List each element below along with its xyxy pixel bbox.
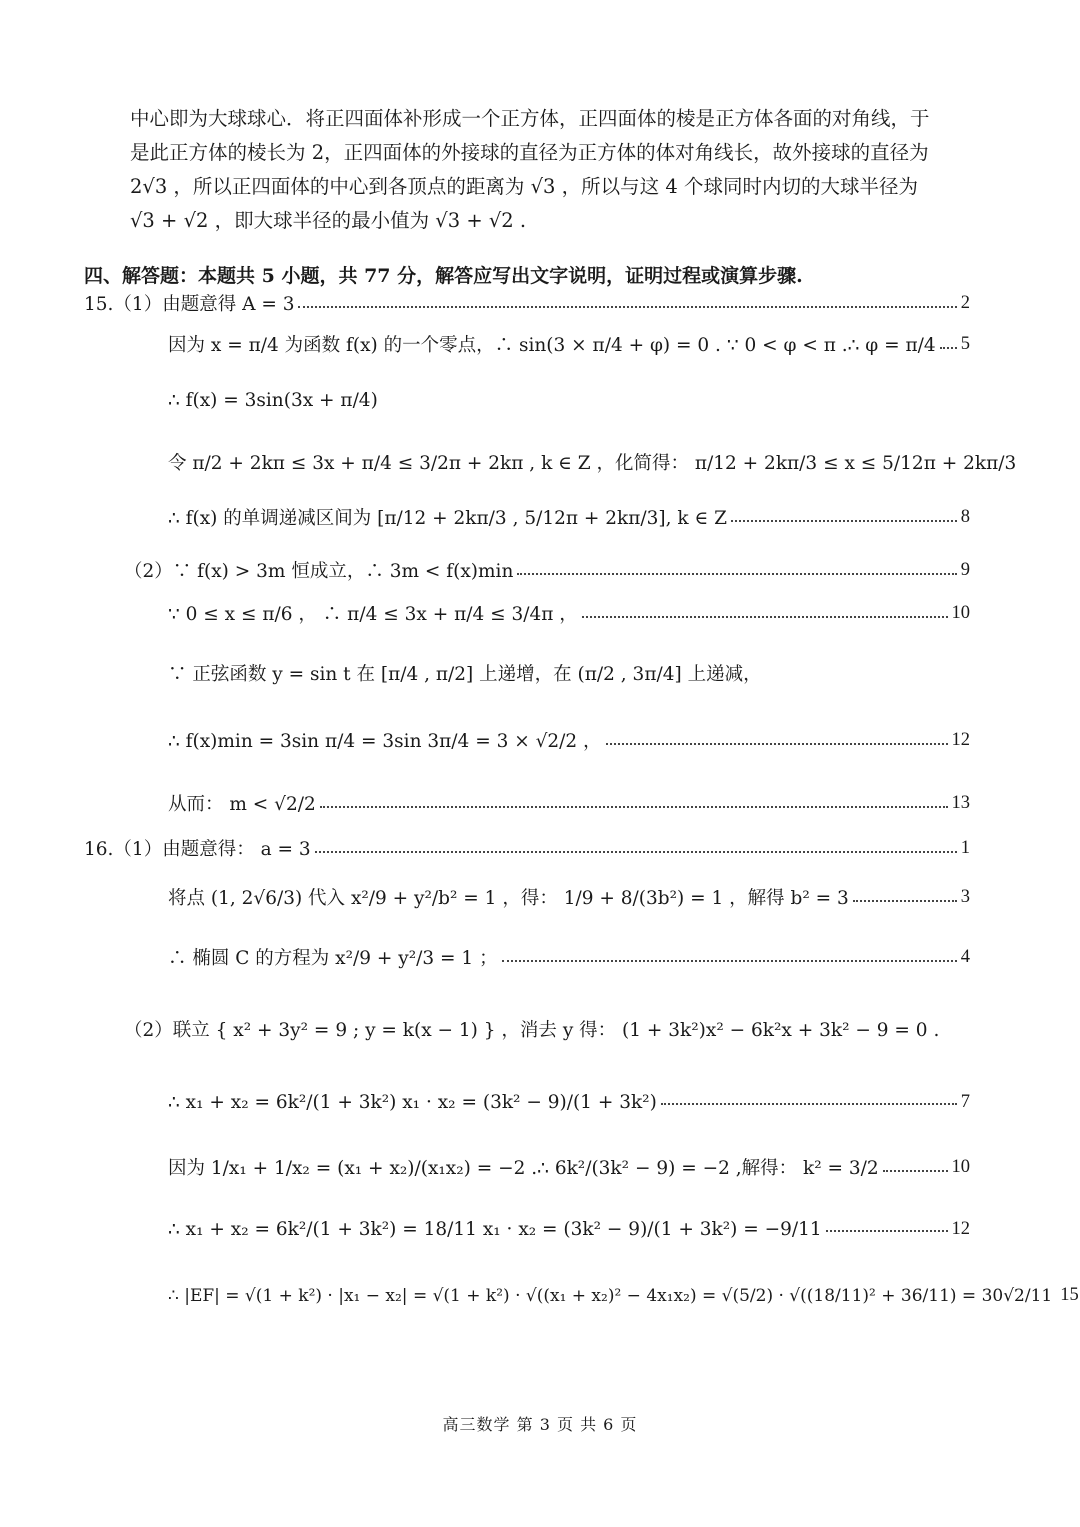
dot-leader: [315, 850, 957, 853]
line-points: 5: [960, 333, 970, 354]
dot-leader: [661, 1102, 957, 1105]
solution-line: [168, 727, 970, 753]
line-points: 10: [951, 602, 970, 623]
line-text: ∴ f(x) = 3sin(3x + π/4): [168, 390, 378, 411]
solution-line: [124, 1016, 939, 1042]
solution-line: [168, 790, 970, 816]
dot-leader: [826, 1229, 948, 1232]
solution-line: [168, 1219, 970, 1240]
dot-leader: [582, 615, 948, 618]
line-text: 15.（1）由题意得 A = 3: [84, 294, 295, 315]
intro-line: √3 + √2 ，即大球半径的最小值为 √3 + √2 .: [130, 209, 527, 232]
line-points: 12: [951, 729, 970, 750]
line-text: （2）∵ f(x) > 3m 恒成立，∴ 3m < f(x)min: [124, 561, 514, 582]
line-points: 7: [960, 1092, 970, 1112]
line-points: 8: [960, 506, 970, 527]
line-text: ∴ |EF| = √(1 + k²) · |x₁ − x₂| = √(1 + k²) · √((x₁ + x₂)² − 4x₁x₂) = √(5/2) · √((18/11)² + 36/11) = 30√2/11: [168, 1285, 1053, 1306]
line-points: 2: [960, 292, 970, 313]
section-title: 四、解答题：本题共 5 小题，共 77 分，解答应写出文字说明，证明过程或演算步骤.: [84, 265, 803, 287]
line-points: 13: [951, 792, 970, 813]
solution-line: [168, 331, 970, 357]
dot-leader: [853, 899, 957, 902]
dot-leader: [502, 959, 957, 962]
line-points: 4: [960, 946, 970, 967]
intro-line: 2√3 ，所以正四面体的中心到各顶点的距离为 √3 ，所以与这 4 个球同时内切的大球半径为: [130, 175, 918, 198]
line-text: （2）联立 { x² + 3y² = 9 ; y = k(x − 1) } ，消去 y 得： (1 + 3k²)x² − 6k²x + 3k² − 9 = 0 .: [124, 1020, 940, 1041]
line-text: 从而： m < √2/2: [168, 794, 316, 815]
line-points: 12: [951, 1219, 970, 1239]
line-text: 16.（1）由题意得： a = 3: [84, 839, 311, 860]
line-text: ∵ 0 ≤ x ≤ π/6 ， ∴ π/4 ≤ 3x + π/4 ≤ 3/4π ，: [168, 604, 578, 625]
line-points: 15: [1060, 1285, 1079, 1305]
solution-line: [168, 390, 378, 411]
line-points: 10: [951, 1156, 970, 1177]
line-text: ∴ f(x) 的单调递减区间为 [π/12 + 2kπ/3 , 5/12π + 2kπ/3], k ∈ Z: [168, 508, 727, 529]
solution-line: [168, 1154, 970, 1180]
dot-leader: [320, 805, 948, 808]
line-text: 因为 1/x₁ + 1/x₂ = (x₁ + x₂)/(x₁x₂) = −2 .∴ 6k²/(3k² − 9) = −2 ,解得： k² = 3/2: [168, 1158, 879, 1179]
line-points: 3: [960, 886, 970, 907]
solution-line: [168, 884, 970, 910]
line-text: ∴ 椭圆 C 的方程为 x²/9 + y²/3 = 1 ；: [168, 948, 498, 969]
line-text: 将点 (1, 2√6/3) 代入 x²/9 + y²/b² = 1 ，得： 1/9 + 8/(3b²) = 1 ，解得 b² = 3: [168, 888, 849, 909]
page-footer: 高三数学 第 3 页 共 6 页: [442, 1415, 638, 1434]
solution-line: [168, 449, 1016, 475]
solution-line: [168, 600, 970, 626]
dot-leader: [883, 1169, 948, 1172]
intro-paragraph: [130, 102, 1000, 238]
line-points: 1: [960, 837, 970, 858]
line-text: ∴ x₁ + x₂ = 6k²/(1 + 3k²) x₁ · x₂ = (3k² − 9)/(1 + 3k²): [168, 1092, 657, 1113]
line-text: 因为 x = π/4 为函数 f(x) 的一个零点，∴ sin(3 × π/4 + φ) = 0 . ∵ 0 < φ < π .∴ φ = π/4: [168, 335, 936, 356]
line-text: ∴ f(x)min = 3sin π/4 = 3sin 3π/4 = 3 × √2/2 ，: [168, 731, 602, 752]
solution-line: [168, 1092, 970, 1113]
line-points: 9: [960, 559, 970, 580]
solution-line: [124, 557, 970, 583]
line-text: 令 π/2 + 2kπ ≤ 3x + π/4 ≤ 3/2π + 2kπ , k ∈ Z ，化简得： π/12 + 2kπ/3 ≤ x ≤ 5/12π + 2kπ/3: [168, 453, 1017, 474]
solution-line: [168, 660, 762, 686]
solution-line: [168, 944, 970, 970]
intro-line: 中心即为大球球心．将正四面体补形成一个正方体，正四面体的棱是正方体各面的对角线，于: [130, 107, 930, 130]
line-text: ∴ x₁ + x₂ = 6k²/(1 + 3k²) = 18/11 x₁ · x₂ = (3k² − 9)/(1 + 3k²) = −9/11: [168, 1219, 822, 1240]
dot-leader: [940, 346, 957, 349]
solution-line: [168, 504, 970, 530]
line-text: ∵ 正弦函数 y = sin t 在 [π/4 , π/2] 上递增，在 (π/2 , 3π/4] 上递减，: [168, 664, 762, 685]
dot-leader: [517, 572, 956, 575]
solution-line: [84, 290, 970, 316]
dot-leader: [606, 742, 948, 745]
solution-line: [84, 835, 970, 861]
solution-line: [168, 1285, 1079, 1306]
dot-leader: [731, 519, 957, 522]
intro-line: 是此正方体的棱长为 2，正四面体的外接球的直径为正方体的体对角线长，故外接球的直径为: [130, 141, 929, 164]
dot-leader: [298, 305, 956, 308]
